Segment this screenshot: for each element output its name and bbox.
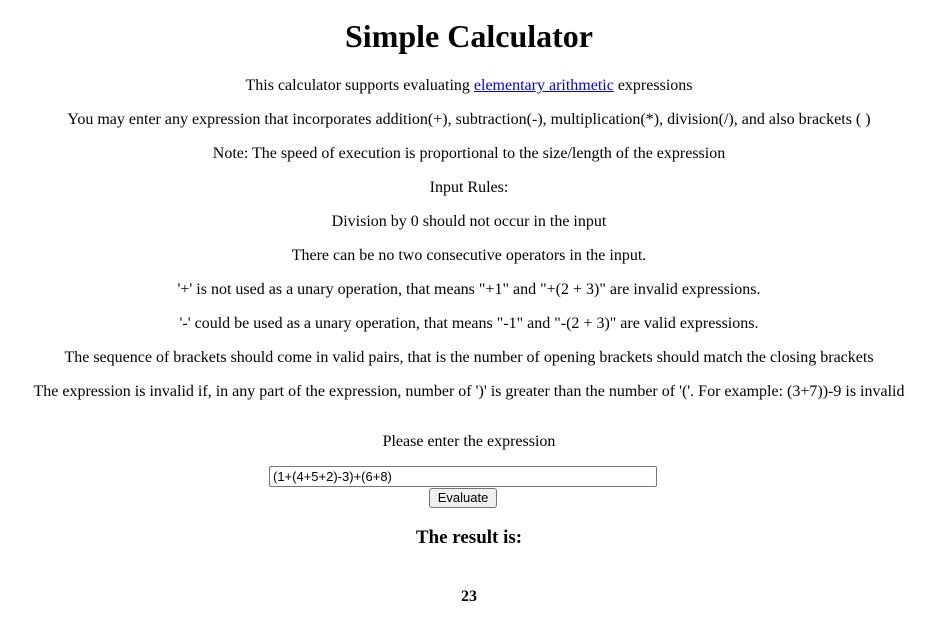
rule-item: The expression is invalid if, in any part of the expression, number of ')' is greater than the number of '('. For example: (3+7))-9 is invalid xyxy=(33,383,905,400)
page-title: Simple Calculator xyxy=(345,18,593,54)
intro-after-link: expressions xyxy=(613,77,693,94)
intro-before-link: This calculator supports evaluating xyxy=(245,77,474,94)
rules-heading: Input Rules: xyxy=(429,179,509,196)
rule-item: Division by 0 should not occur in the input xyxy=(331,213,607,230)
expression-prompt: Please enter the expression xyxy=(382,433,556,450)
rule-item: There can be no two consecutive operators in the input. xyxy=(291,247,647,264)
rule-item: '-' could be used as a unary operation, that means "-1" and "-(2 + 3)" are valid expressions. xyxy=(179,315,759,332)
note-text: Note: The speed of execution is proportional to the size/length of the expression xyxy=(212,145,726,162)
expression-input[interactable] xyxy=(269,466,657,487)
description-text: You may enter any expression that incorporates addition(+), subtraction(-), multiplication(*), division(/), and also brackets ( ) xyxy=(67,111,871,128)
rule-item: The sequence of brackets should come in valid pairs, that is the number of opening brackets should match the closing brackets xyxy=(64,349,874,366)
elementary-arithmetic-link[interactable]: elementary arithmetic xyxy=(473,77,614,94)
rule-item: '+' is not used as a unary operation, that means "+1" and "+(2 + 3)" are invalid expressions. xyxy=(177,281,761,298)
expression-input-wrapper xyxy=(269,466,657,487)
result-heading: The result is: xyxy=(415,527,523,548)
result-value: 23 xyxy=(461,588,477,605)
evaluate-button[interactable]: Evaluate xyxy=(429,488,497,508)
intro-text xyxy=(0,76,938,96)
